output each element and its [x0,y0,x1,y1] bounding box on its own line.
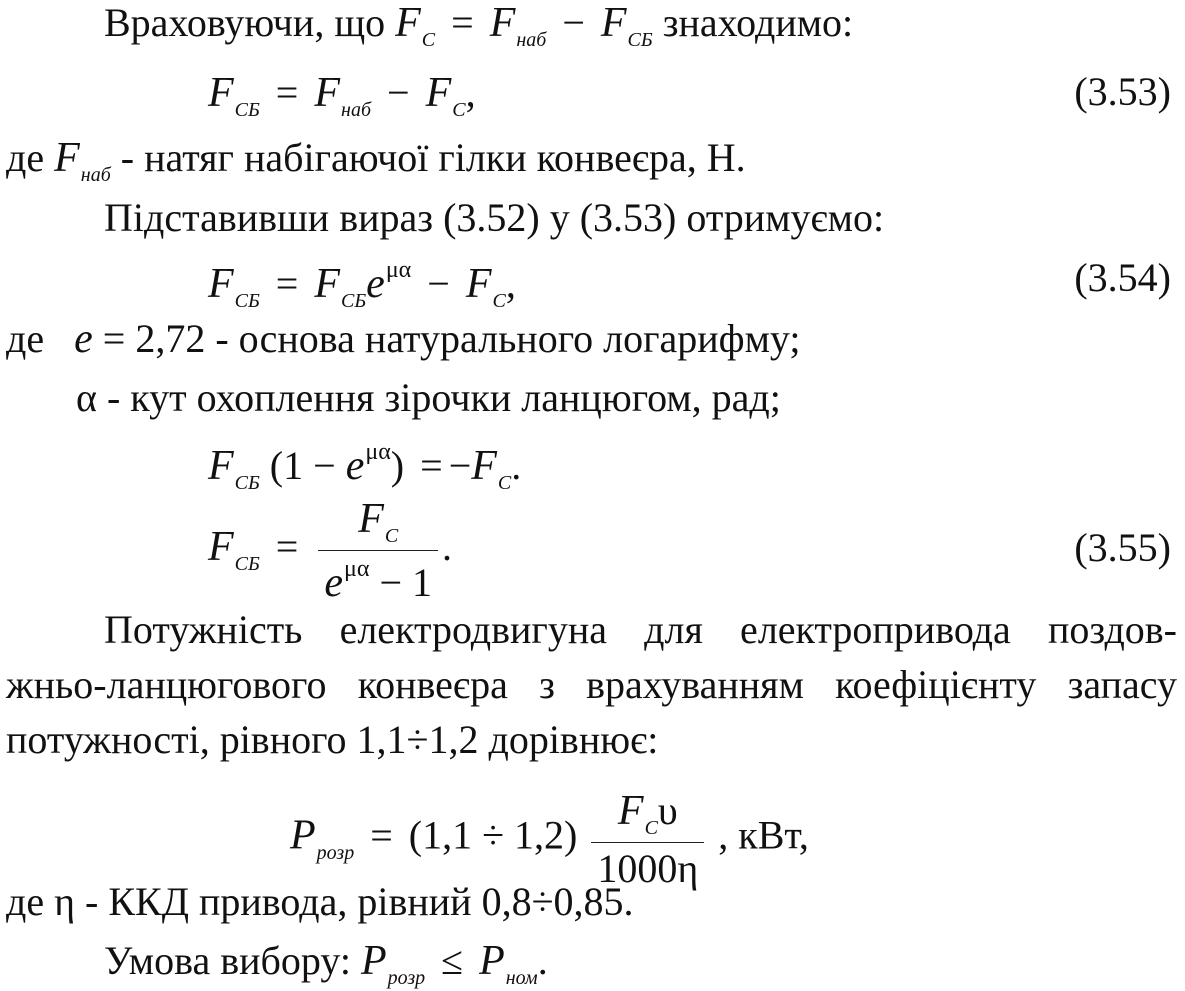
paragraph-line-3: потужності, рівного 1,1÷1,2 дорівнює: [6,717,659,762]
text-line-eta: де η - ККД привода, рівний 0,8÷0,85. [6,879,634,924]
equation-3-53: $F_{СБ} = F_{наб} - F_C$, [208,70,476,121]
fraction: $\frac{F_C}{e^{\mu\alpha} - 1}$ [318,498,438,604]
inline-formula-fc: $F_C = F_{наб} - F_{СБ}$ [395,0,653,51]
text-line-where-fnab: де $F_{наб}$ - натяг набігаючої гілки конвеєра, Н. [6,135,746,186]
text-fragment: Враховуючи, що [104,0,386,45]
paragraph-line-2: жньо-ланцюгового конвеєра з врахуванням коефіцієнту запасу [6,662,1177,707]
text-fragment: знаходимо: [662,0,854,45]
paragraph-line-1: Потужність електродвигуна для електропривода поздов- [104,607,1177,652]
text-line-substituting: Підставивши вираз (3.52) у (3.53) отримуємо: [104,195,885,240]
equation-number: (3.54) [1074,255,1171,300]
text-line-alpha: α - кут охоплення зірочки ланцюгом, рад; [76,375,781,420]
equation-3-54: $F_{СБ} = F_{СБ}e^{\mu\alpha} - F_C$, [208,257,516,312]
fraction: $\frac{F_C\upsilon}{1000\eta}$ [591,790,704,889]
equation-number: (3.53) [1074,69,1171,114]
text-line-given [104,2,853,50]
equation-intermediate: $F_{СБ}$ $(1 - e^{\mu\alpha}) = -F_C$. [208,439,522,494]
text-line-condition: Умова вибору: $P_{розр} \le P_{ном}$. [104,938,548,989]
text-line-where-e: де e = 2,72 - основа натурального логарифму; [6,316,801,362]
equation-power: $P_{розр} = (1,1 \div 1,2)$ $\frac{F_C\upsilon}{1000\eta}$ , кВт, [290,788,809,891]
equation-number: (3.55) [1074,525,1171,570]
equation-3-55: $F_{СБ}$ = $\frac{F_C}{e^{\mu\alpha} - 1}$ . [208,496,453,606]
